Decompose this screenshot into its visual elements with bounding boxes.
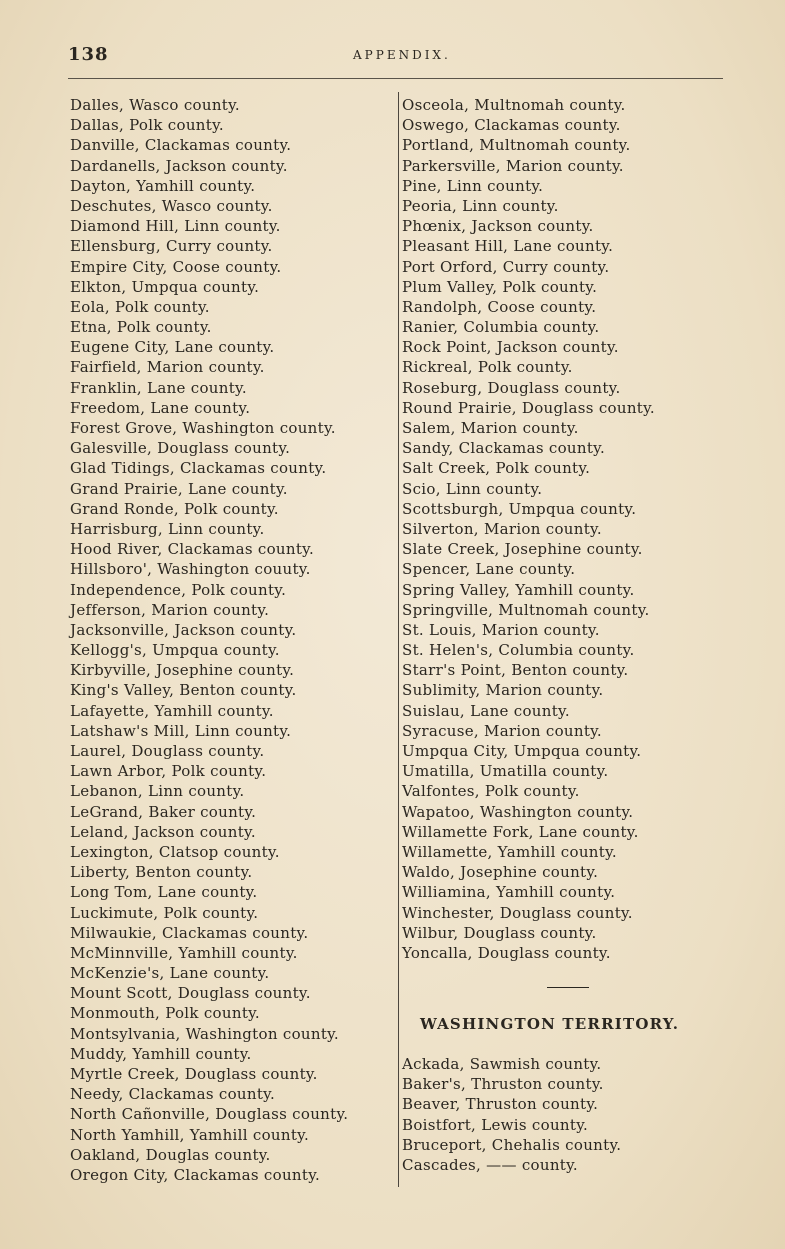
list-item: Parkersville, Marion county. [402, 156, 624, 175]
list-item: Boistfort, Lewis county. [402, 1115, 589, 1134]
list-item: Williamina, Yamhill county. [402, 883, 616, 902]
list-item: Muddy, Yamhill county. [70, 1044, 252, 1063]
list-item: Spencer, Lane county. [402, 560, 576, 579]
list-item: McMinnville, Yamhill county. [70, 943, 298, 962]
list-item: Eola, Polk county. [70, 297, 210, 316]
list-item: Wapatoo, Washington county. [402, 802, 634, 821]
list-item: King's Valley, Benton county. [70, 681, 297, 700]
list-item: Glad Tidings, Clackamas county. [70, 459, 327, 478]
list-item: Wilbur, Douglass county. [402, 923, 597, 942]
list-item: Danville, Clackamas county. [70, 136, 292, 155]
list-item: Round Prairie, Douglass county. [402, 398, 655, 417]
list-item: Ellensburg, Curry county. [70, 237, 273, 256]
list-item: Ranier, Columbia county. [402, 318, 600, 337]
list-item: Kirbyville, Josephine county. [70, 661, 295, 680]
list-item: Pleasant Hill, Lane county. [402, 237, 614, 256]
list-item: Latshaw's Mill, Linn county. [70, 721, 292, 740]
list-item: Grand Ronde, Polk county. [70, 499, 279, 518]
list-item: Monmouth, Polk county. [70, 1004, 260, 1023]
list-item: Port Orford, Curry county. [402, 257, 610, 276]
list-item: St. Louis, Marion county. [402, 620, 600, 639]
list-item: Rock Point, Jackson county. [402, 338, 619, 357]
list-item: Randolph, Coose county. [402, 297, 597, 316]
right-column [400, 95, 730, 1175]
list-item: Lafayette, Yamhill county. [70, 701, 274, 720]
list-item: Willamette Fork, Lane county. [402, 822, 639, 841]
list-item: Kellogg's, Umpqua county. [70, 641, 280, 660]
list-item: Lebanon, Linn county. [70, 782, 245, 801]
list-item: Salt Creek, Polk county. [402, 459, 591, 478]
section-separator [547, 987, 589, 988]
list-item: North Yamhill, Yamhill county. [70, 1125, 310, 1144]
list-item: Lexington, Clatsop county. [70, 842, 280, 861]
list-item: Suislau, Lane county. [402, 701, 570, 720]
list-item: Baker's, Thruston county. [402, 1075, 604, 1094]
page-number: 138 [68, 44, 109, 65]
list-item: Ackada, Sawmish county. [402, 1055, 602, 1074]
list-item: Scottsburgh, Umpqua county. [402, 499, 637, 518]
list-item: Etna, Polk county. [70, 318, 212, 337]
list-item: Bruceport, Chehalis county. [402, 1135, 622, 1154]
list-item: Salem, Marion county. [402, 419, 579, 437]
list-item: St. Helen's, Columbia county. [402, 641, 635, 660]
left-column [68, 95, 393, 1185]
list-item: Yoncalla, Douglass county. [402, 943, 611, 962]
list-item: Montsylvania, Washington county. [70, 1024, 339, 1043]
list-item: Rickreal, Polk county. [402, 358, 573, 377]
oregon-list-continued [400, 95, 730, 963]
list-item: Sandy, Clackamas county. [402, 439, 606, 458]
list-item: Empire City, Coose county. [70, 257, 282, 276]
list-item: LeGrand, Baker county. [70, 802, 257, 821]
section-gap [400, 1034, 730, 1054]
list-item: Spring Valley, Yamhill county. [402, 580, 635, 599]
list-item: Phœnix, Jackson county. [402, 217, 594, 236]
list-item: Hillsboro', Washington couuty. [70, 560, 311, 579]
list-item: Freedom, Lane county. [70, 398, 251, 417]
list-item: Silverton, Marion county. [402, 519, 602, 538]
list-item: North Cañonville, Douglass county. [70, 1105, 349, 1124]
list-item: Elkton, Umpqua county. [70, 277, 260, 296]
list-item: Valfontes, Polk county. [402, 782, 580, 801]
list-item: Fairfield, Marion county. [70, 358, 265, 377]
header-rule [68, 78, 723, 79]
list-item: Roseburg, Douglass county. [402, 378, 621, 397]
list-item: Peoria, Linn county. [402, 196, 559, 215]
list-item: Beaver, Thruston county. [402, 1095, 599, 1114]
list-item: Franklin, Lane county. [70, 378, 247, 397]
list-item: Diamond Hill, Linn county. [70, 217, 281, 236]
list-item: Lawn Arbor, Polk county. [70, 762, 267, 781]
list-item: Luckimute, Polk county. [70, 903, 259, 922]
list-item: Starr's Point, Benton county. [402, 661, 629, 680]
list-item: McKenzie's, Lane county. [70, 964, 270, 983]
list-item: Portland, Multnomah county. [402, 136, 631, 155]
list-item: Oregon City, Clackamas county. [70, 1165, 321, 1184]
list-item: Independence, Polk county. [70, 580, 287, 599]
list-item: Milwaukie, Clackamas county. [70, 923, 309, 942]
list-item: Dallas, Polk county. [70, 116, 224, 135]
list-item: Scio, Linn county. [402, 479, 543, 498]
list-item: Galesville, Douglass county. [70, 439, 291, 458]
list-item: Winchester, Douglass county. [402, 903, 633, 922]
list-item: Slate Creek, Josephine county. [402, 540, 643, 559]
list-item: Hood River, Clackamas county. [70, 540, 315, 559]
list-item: Umatilla, Umatilla county. [402, 762, 609, 781]
list-item: Syracuse, Marion county. [402, 721, 602, 740]
list-item: Leland, Jackson county. [70, 822, 256, 841]
list-item: Oakland, Douglas county. [70, 1145, 271, 1164]
list-item: Dalles, Wasco county. [70, 96, 240, 114]
page-header [68, 40, 723, 70]
section-heading: WASHINGTON TERRITORY. [420, 1015, 680, 1034]
list-item: Myrtle Creek, Douglass county. [70, 1065, 318, 1083]
washington-list [400, 1054, 730, 1175]
list-item: Jefferson, Marion county. [70, 600, 270, 619]
list-item: Eugene City, Lane county. [70, 338, 275, 357]
list-item: Willamette, Yamhill county. [402, 842, 617, 861]
list-item: Pine, Linn county. [402, 176, 544, 195]
list-item: Sublimity, Marion county. [402, 681, 604, 700]
list-item: Plum Valley, Polk county. [402, 277, 598, 296]
list-item: Jacksonville, Jackson county. [70, 620, 297, 639]
list-item: Forest Grove, Washington county. [70, 419, 336, 437]
list-item: Cascades, —— county. [402, 1156, 578, 1174]
list-item: Laurel, Douglass county. [70, 742, 265, 760]
list-item: Waldo, Josephine county. [402, 863, 599, 882]
list-item: Long Tom, Lane county. [70, 883, 258, 902]
list-item: Dayton, Yamhill county. [70, 176, 256, 195]
list-item: Oswego, Clackamas county. [402, 116, 621, 135]
list-item: Deschutes, Wasco county. [70, 196, 273, 215]
list-item: Grand Prairie, Lane county. [70, 479, 288, 498]
list-item: Dardanells, Jackson county. [70, 156, 288, 175]
list-item: Needy, Clackamas county. [70, 1085, 276, 1104]
list-item: Harrisburg, Linn county. [70, 519, 265, 538]
list-item: Mount Scott, Douglass county. [70, 984, 311, 1003]
running-head: APPENDIX. [353, 48, 451, 62]
list-item: Osceola, Multnomah county. [402, 96, 626, 114]
list-item: Umpqua City, Umpqua county. [402, 742, 642, 760]
column-divider [398, 92, 399, 1187]
list-item: Springville, Multnomah county. [402, 600, 650, 619]
list-item: Liberty, Benton county. [70, 863, 253, 882]
